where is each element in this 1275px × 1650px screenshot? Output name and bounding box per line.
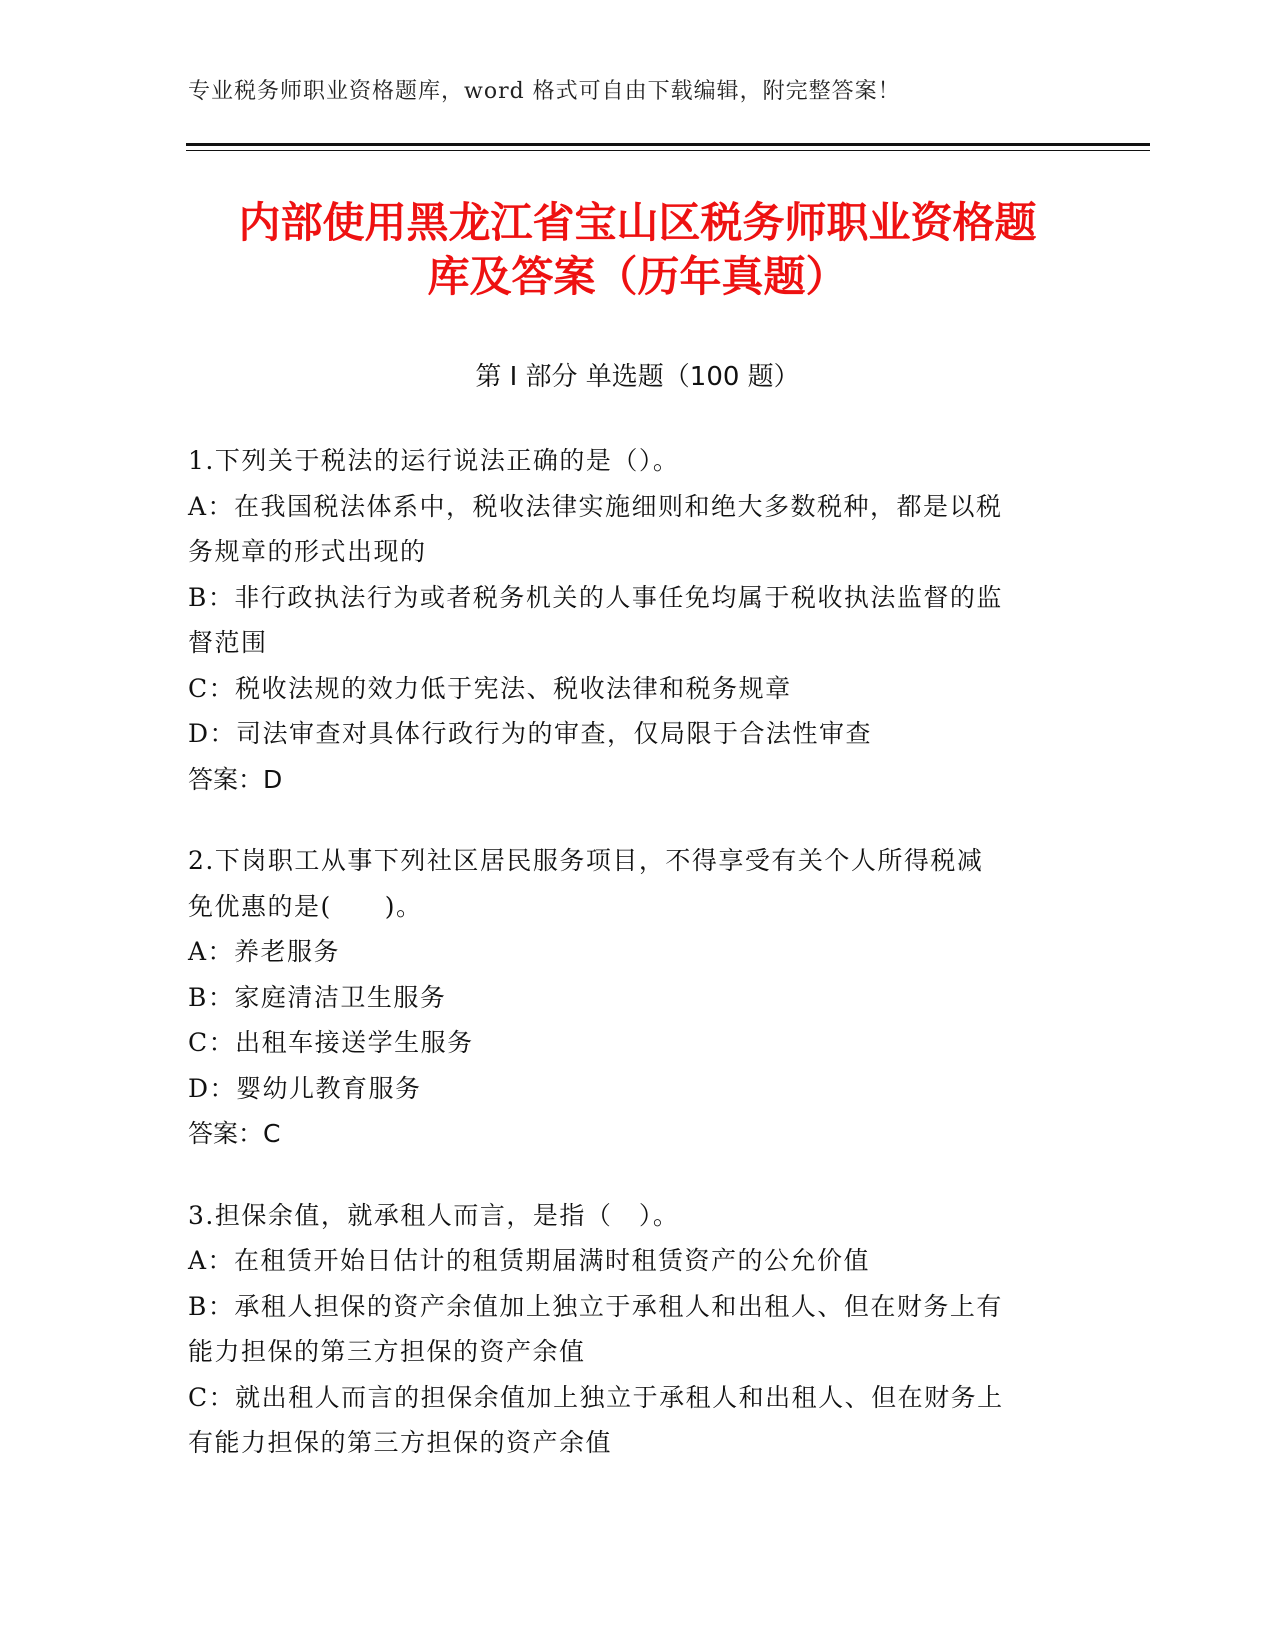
answer-label: 答案：C xyxy=(188,1119,281,1148)
question-stem: 3.担保余值，就承租人而言，是指（ ）。 xyxy=(188,1200,680,1230)
question-1 xyxy=(188,438,1068,802)
option-a: A：在我国税法体系中，税收法律实施细则和绝大多数税种，都是以税 xyxy=(188,491,1003,521)
option-b-continued: 督范围 xyxy=(188,628,268,657)
document-title-line-1: 内部使用黑龙江省宝山区税务师职业资格题 xyxy=(238,198,1037,247)
option-a: A：养老服务 xyxy=(188,937,341,966)
option-b-continued: 能力担保的第三方担保的资产余值 xyxy=(188,1337,586,1366)
option-b: B：承租人担保的资产余值加上独立于承租人和出租人、但在财务上有 xyxy=(188,1291,1003,1321)
question-stem: 1.下列关于税法的运行说法正确的是（）。 xyxy=(188,446,680,475)
question-stem-continued: 免优惠的是( )。 xyxy=(188,891,423,921)
option-c: C：就出租人而言的担保余值加上独立于承租人和出租人、但在财务上 xyxy=(188,1382,1004,1412)
option-a: A：在租赁开始日估计的租赁期届满时租赁资产的公允价值 xyxy=(188,1246,871,1275)
option-c-continued: 有能力担保的第三方担保的资产余值 xyxy=(188,1428,613,1457)
option-c: C：出租车接送学生服务 xyxy=(188,1028,474,1057)
section-title: 第 I 部分 单选题（100 题） xyxy=(475,362,800,392)
option-b: B：家庭清洁卫生服务 xyxy=(188,982,447,1012)
option-b: B：非行政执法行为或者税务机关的人事任免均属于税收执法监督的监 xyxy=(188,582,1003,612)
document-title xyxy=(150,196,1125,304)
question-list xyxy=(188,438,1068,1502)
answer-label: 答案：D xyxy=(188,764,283,794)
question-3 xyxy=(188,1193,1068,1466)
header-rule-thin xyxy=(186,150,1150,151)
document-title-line-2: 库及答案（历年真题） xyxy=(427,252,848,301)
option-c: C：税收法规的效力低于宪法、税收法律和税务规章 xyxy=(188,673,792,703)
option-a-continued: 务规章的形式出现的 xyxy=(188,537,427,566)
option-d: D：婴幼儿教育服务 xyxy=(188,1073,422,1103)
header-rule-thick xyxy=(186,143,1150,146)
option-d: D：司法审查对具体行政行为的审查，仅局限于合法性审查 xyxy=(188,719,873,748)
question-stem: 2.下岗职工从事下列社区居民服务项目，不得享受有关个人所得税减 xyxy=(188,846,984,875)
header-note: 专业税务师职业资格题库，word 格式可自由下载编辑，附完整答案！ xyxy=(188,79,901,104)
question-2 xyxy=(188,838,1068,1157)
